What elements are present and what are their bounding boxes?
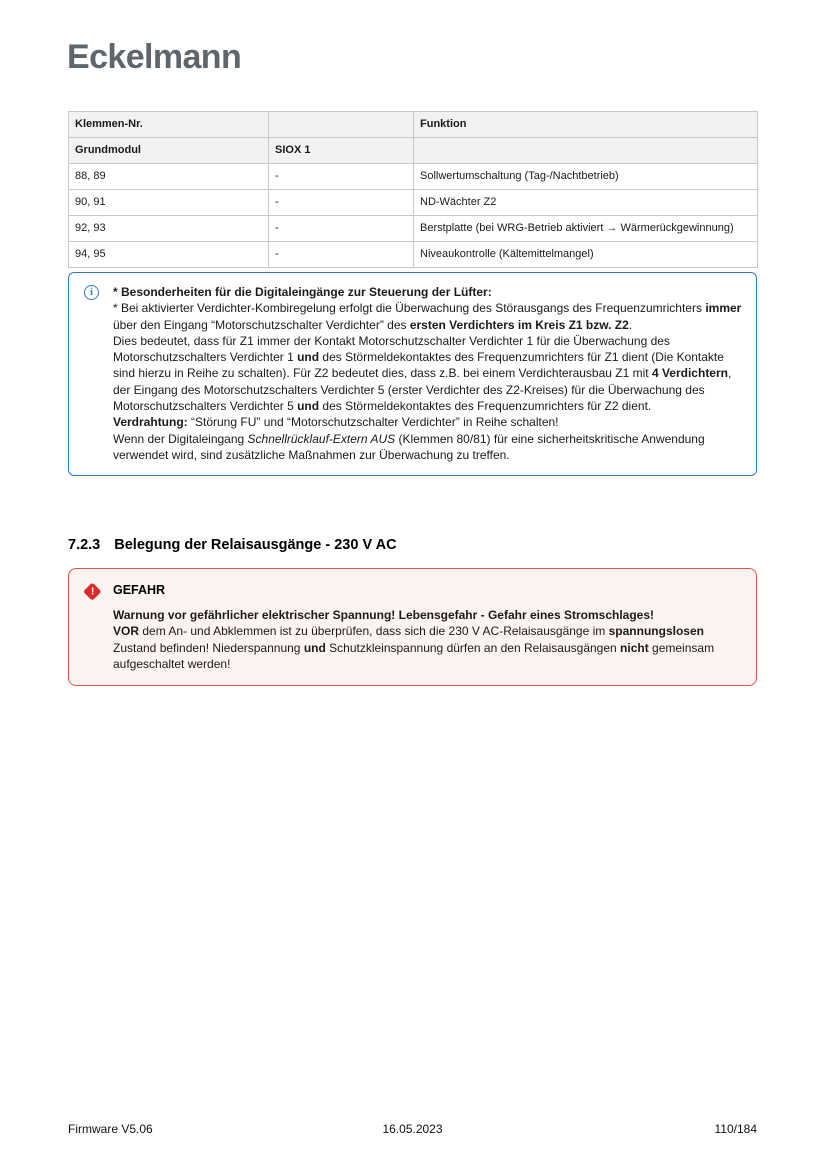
- danger-icon: [83, 582, 101, 600]
- info-icon: i: [84, 285, 99, 300]
- danger-label: GEFAHR: [113, 583, 166, 597]
- footer-date: 16.05.2023: [382, 1122, 443, 1136]
- text-run: dem An- und Abklemmen ist zu überprüfen, dass sich die 230 V AC-Relaisausgänge im: [139, 624, 609, 639]
- text-run: Schutzkleinspannung dürfen an den Relaisausgängen: [325, 640, 621, 655]
- text-run: immer: [705, 301, 742, 316]
- text-run: Zustand befinden! Niederspannung: [113, 640, 304, 655]
- text-run: nicht: [620, 640, 649, 655]
- table-cell: -: [269, 164, 414, 190]
- text-run: gemeinsam aufgeschaltet werden!: [113, 640, 715, 671]
- table-cell: -: [269, 190, 414, 216]
- text-run: über den Eingang “Motorschutzschalter Verdichter” des: [113, 317, 410, 332]
- table-body: [69, 164, 758, 268]
- table-head: [69, 112, 758, 164]
- table-cell: ND-Wächter Z2: [414, 190, 758, 216]
- footer-page-number: 110/184: [714, 1122, 757, 1136]
- table-row: [69, 190, 758, 216]
- text-run: des Störmeldekontaktes des Frequenzumrichters für Z1 dient (Die Kontakte sind hierzu in Reihe zu schalten). Für Z2 bedeutet dies, dass z.B. bei einem Verdichterausbau Z1 mit: [113, 350, 724, 381]
- section-number: 7.2.3: [68, 537, 101, 553]
- info-note-box: [68, 272, 757, 476]
- text-run: und: [297, 350, 320, 365]
- table-cell: 92, 93: [69, 216, 269, 242]
- info-paragraph: [113, 284, 744, 300]
- text-run: Schnellrücklauf-Extern AUS: [247, 431, 396, 446]
- table-header-row: [69, 138, 758, 164]
- text-run: und: [303, 640, 326, 655]
- text-run: VOR: [113, 624, 140, 639]
- text-run: des Störmeldekontaktes des Frequenzumrichters für Z2 dient.: [319, 399, 652, 414]
- table-row: [69, 216, 758, 242]
- table-header-cell: SIOX 1: [269, 138, 414, 164]
- text-run: Dies bedeutet, dass für Z1 immer der Kontakt Motorschutzschalter Verdichter 1 für die Überwachung des Motorschutzschalters Verdichter 1: [113, 333, 670, 365]
- danger-body: [113, 607, 748, 672]
- text-run: und: [297, 399, 320, 414]
- table-cell: Sollwertumschaltung (Tag-/Nachtbetrieb): [414, 164, 758, 190]
- text-run: * Bei aktivierter Verdichter-Kombiregelung erfolgt die Überwachung des Störausgangs des Frequenzumrichters: [113, 301, 706, 316]
- table-cell: 90, 91: [69, 190, 269, 216]
- danger-paragraph: [113, 623, 748, 672]
- text-run: spannungslosen: [608, 624, 704, 639]
- text-run: ersten Verdichters im Kreis Z1 bzw. Z2: [409, 317, 629, 332]
- table-cell: Niveaukontrolle (Kältemittelmangel): [414, 242, 758, 268]
- table-cell: 88, 89: [69, 164, 269, 190]
- text-run: 4 Verdichtern: [651, 366, 728, 381]
- terminal-assignment-table: [68, 111, 758, 268]
- text-run: Warnung vor gefährlicher elektrischer Spannung! Lebensgefahr - Gefahr eines Stromschlages!: [113, 608, 655, 622]
- table-cell: Berstplatte (bei WRG-Betrieb aktiviert → Wärmerückgewinnung): [414, 216, 758, 242]
- info-paragraph: [113, 300, 744, 333]
- danger-paragraph: [113, 607, 748, 623]
- footer-firmware-version: Firmware V5.06: [68, 1122, 153, 1136]
- info-paragraph: [113, 414, 744, 430]
- table-row: [69, 242, 758, 268]
- table-cell: 94, 95: [69, 242, 269, 268]
- danger-warning-box: [68, 568, 757, 686]
- info-paragraph: [113, 333, 744, 414]
- table-header-cell: Funktion: [414, 112, 758, 138]
- text-run: Wenn der Digitaleingang: [113, 431, 248, 446]
- text-run: “Störung FU” und “Motorschutzschalter Verdichter” in Reihe schalten!: [187, 415, 559, 430]
- table-header-row: [69, 112, 758, 138]
- table-header-cell: Grundmodul: [69, 138, 269, 164]
- text-run: * Besonderheiten für die Digitaleingänge zur Steuerung der Lüfter:: [113, 285, 492, 299]
- eckelmann-logo: Eckelmann: [67, 38, 242, 76]
- info-paragraph: [113, 431, 744, 464]
- table-cell: -: [269, 216, 414, 242]
- table-header-cell: [269, 112, 414, 138]
- table-header-cell: Klemmen-Nr.: [69, 112, 269, 138]
- text-run: Verdrahtung:: [113, 415, 188, 430]
- section-heading: [68, 537, 397, 553]
- text-run: , der Eingang des Motorschutzschalters Verdichter 5 (erster Verdichter des Z2-Kreises) für die Überwachung des Motorschutzschalters Verdichter 5: [113, 366, 732, 414]
- text-run: (Klemmen 80/81) für eine sicherheitskritische Anwendung verwendet wird, sind zusätzliche Maßnahmen zur Überwachung zu treffen.: [113, 431, 705, 462]
- table-row: [69, 164, 758, 190]
- text-run: .: [628, 317, 633, 332]
- table-header-cell: [414, 138, 758, 164]
- table-cell: -: [269, 242, 414, 268]
- danger-icon-glyph: !: [90, 585, 94, 597]
- section-title: Belegung der Relaisausgänge - 230 V AC: [114, 537, 397, 553]
